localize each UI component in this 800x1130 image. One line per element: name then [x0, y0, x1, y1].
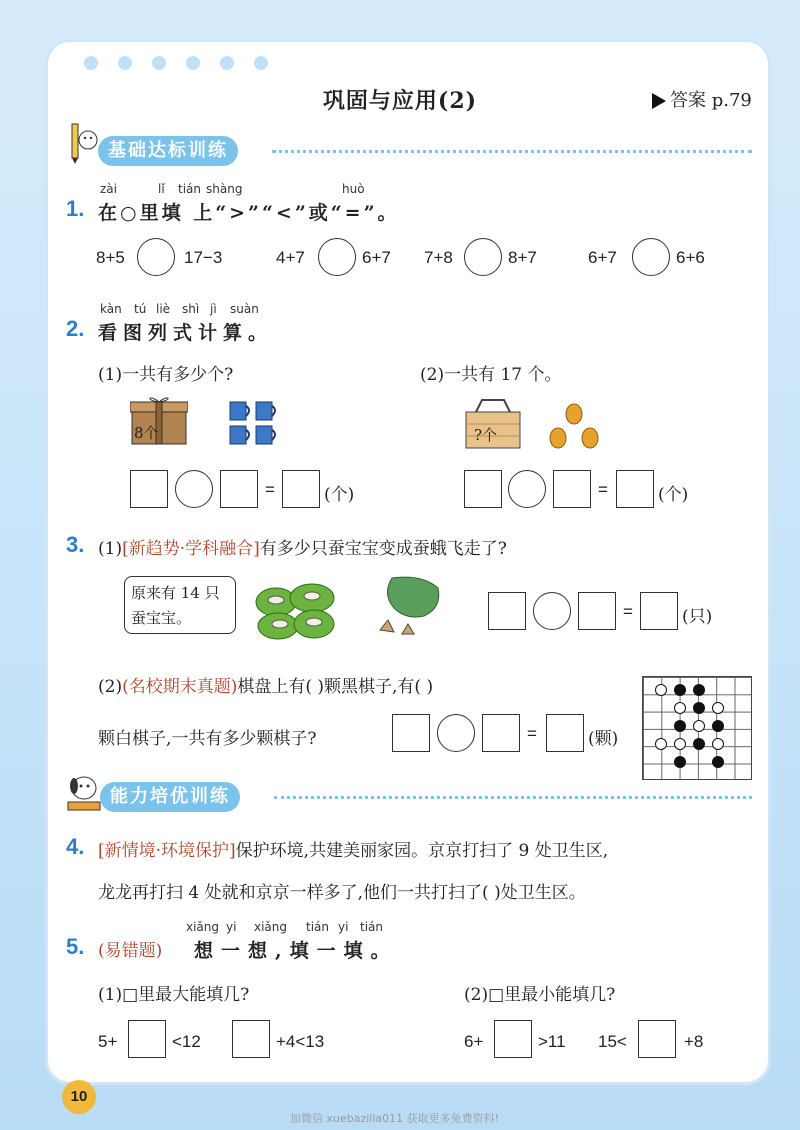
- box-label: 8个: [134, 424, 159, 442]
- pinyin: tián: [178, 182, 201, 196]
- white-stone: [655, 684, 667, 696]
- unit-label: (个): [658, 485, 689, 505]
- answer-box[interactable]: [232, 1020, 270, 1058]
- white-stone: [674, 702, 686, 714]
- question-text: 想一想,填一填。: [194, 940, 398, 962]
- unit-label: (只): [682, 607, 713, 627]
- section-basic-banner: 基础达标训练: [98, 136, 238, 166]
- equals-sign: =: [265, 480, 275, 499]
- subquestion-1: (1)[新趋势·学科融合]有多少只蚕宝宝变成蚕蛾飞走了?: [98, 539, 507, 559]
- pinyin: xiǎng: [254, 920, 288, 934]
- equals-sign: =: [598, 480, 608, 499]
- pinyin: tián: [360, 920, 383, 934]
- pears-image: [548, 398, 602, 450]
- question-text: 看图列式计算。: [98, 322, 274, 344]
- expression-right: 6+7: [362, 248, 391, 267]
- answer-box[interactable]: [546, 714, 584, 752]
- question-number: 2.: [66, 316, 85, 341]
- subquestion-1: (1)□里最大能填几?: [98, 985, 250, 1005]
- answer-box[interactable]: [638, 1020, 676, 1058]
- answer-box[interactable]: [392, 714, 430, 752]
- question-text-line-1: [新情境·环境保护]保护环境,共建美丽家园。京京打扫了 9 处卫生区,: [98, 841, 609, 861]
- arrow-right-icon: [652, 93, 666, 109]
- binder-hole: [152, 56, 166, 70]
- pinyin: lǐ: [158, 182, 165, 196]
- subquestion-2: (2)□里最小能填几?: [464, 985, 616, 1005]
- answer-box[interactable]: [553, 470, 591, 508]
- pinyin: shì: [182, 302, 200, 316]
- pinyin: yi: [338, 920, 349, 934]
- answer-box[interactable]: [220, 470, 258, 508]
- question-tag: [新趋势·学科融合]: [122, 539, 260, 559]
- compare-circle[interactable]: [318, 238, 356, 276]
- silkworms-on-leaves-image: [254, 580, 336, 642]
- pinyin: huò: [342, 182, 365, 196]
- answer-box[interactable]: [282, 470, 320, 508]
- expression-right: 6+6: [676, 248, 705, 267]
- expression-left: 7+8: [424, 248, 453, 267]
- white-stone: [712, 738, 724, 750]
- answer-reference: 答案 p.79: [652, 86, 752, 112]
- question-number: 4.: [66, 834, 85, 859]
- answer-box[interactable]: [128, 1020, 166, 1058]
- black-stone: [712, 720, 724, 732]
- answer-box[interactable]: [494, 1020, 532, 1058]
- expression-part: <12: [172, 1032, 201, 1051]
- section-divider: [274, 796, 752, 799]
- answer-box[interactable]: [640, 592, 678, 630]
- black-stone: [693, 738, 705, 750]
- pinyin: tián: [306, 920, 329, 934]
- operator-circle[interactable]: [437, 714, 475, 752]
- question-tag: [新情境·环境保护]: [98, 841, 236, 861]
- binder-hole: [118, 56, 132, 70]
- section-divider: [272, 150, 752, 153]
- pinyin: jì: [210, 302, 217, 316]
- expression-right: 17−3: [184, 248, 223, 267]
- black-stone: [693, 702, 705, 714]
- moths-and-leaf-image: [372, 574, 444, 644]
- question-text-line-2: 龙龙再打扫 4 处就和京京一样多了,他们一共打扫了( )处卫生区。: [98, 883, 586, 903]
- white-stone: [674, 738, 686, 750]
- pinyin: yi: [226, 920, 237, 934]
- unit-label: (颗): [588, 729, 619, 749]
- subquestion-1: (1)一共有多少个?: [98, 365, 234, 385]
- pinyin: xiǎng: [186, 920, 220, 934]
- pinyin: zài: [100, 182, 117, 196]
- basket-label: ?个: [474, 426, 498, 444]
- pencil-mascot-icon: [68, 120, 98, 164]
- speech-bubble: 原来有 14 只 蚕宝宝。: [124, 576, 236, 634]
- compare-circle[interactable]: [137, 238, 175, 276]
- subquestion-2: (2)一共有 17 个。: [420, 365, 562, 385]
- operator-circle[interactable]: [175, 470, 213, 508]
- pinyin: suàn: [230, 302, 259, 316]
- question-number: 3.: [66, 532, 85, 557]
- answer-box[interactable]: [616, 470, 654, 508]
- page-number: 10: [62, 1080, 96, 1114]
- expression-left: 4+7: [276, 248, 305, 267]
- binder-hole: [220, 56, 234, 70]
- expression-part: +8: [684, 1032, 704, 1051]
- pinyin: shàng: [206, 182, 243, 196]
- operator-circle[interactable]: [533, 592, 571, 630]
- operator-circle[interactable]: [508, 470, 546, 508]
- black-stone: [712, 756, 724, 768]
- question-tag: (名校期末真题): [122, 677, 238, 697]
- black-stone: [674, 684, 686, 696]
- equals-sign: =: [527, 724, 537, 743]
- answer-box[interactable]: [488, 592, 526, 630]
- pinyin: kàn: [100, 302, 122, 316]
- cups-image: [228, 400, 280, 448]
- answer-box[interactable]: [482, 714, 520, 752]
- white-stone: [655, 738, 667, 750]
- answer-box[interactable]: [578, 592, 616, 630]
- question-text: 在○里填 上“>”“<”或“=”。: [98, 202, 400, 224]
- expression-part: +4<13: [276, 1032, 325, 1051]
- answer-box[interactable]: [130, 470, 168, 508]
- footer-note: 加微信 xuebazilia011 获取更多免费资料!: [290, 1112, 500, 1125]
- expression-left: 6+7: [588, 248, 617, 267]
- subquestion-2: (2)(名校期末真题)棋盘上有( )颗黑棋子,有( ): [98, 677, 434, 697]
- binder-hole: [254, 56, 268, 70]
- question-tag: (易错题): [98, 941, 163, 961]
- expression-part: >11: [538, 1032, 566, 1051]
- black-stone: [674, 720, 686, 732]
- expression-left: 8+5: [96, 248, 125, 267]
- unit-label: (个): [324, 485, 355, 505]
- question-number: 1.: [66, 196, 85, 221]
- expression-part: 6+: [464, 1032, 484, 1051]
- binder-hole: [84, 56, 98, 70]
- page-title: 巩固与应用(2): [322, 88, 478, 114]
- compare-circle[interactable]: [632, 238, 670, 276]
- white-stone: [693, 720, 705, 732]
- black-stone: [693, 684, 705, 696]
- pinyin: liè: [156, 302, 171, 316]
- expression-part: 15<: [598, 1032, 627, 1051]
- black-stone: [674, 756, 686, 768]
- subquestion-2-continued: 颗白棋子,一共有多少颗棋子?: [98, 729, 317, 749]
- expression-part: 5+: [98, 1032, 118, 1051]
- pinyin: tú: [134, 302, 147, 316]
- expression-right: 8+7: [508, 248, 537, 267]
- compare-circle[interactable]: [464, 238, 502, 276]
- white-stone: [712, 702, 724, 714]
- puppy-mascot-icon: [66, 774, 102, 814]
- answer-box[interactable]: [464, 470, 502, 508]
- question-number: 5.: [66, 934, 85, 959]
- equals-sign: =: [623, 602, 633, 621]
- binder-hole: [186, 56, 200, 70]
- section-advanced-banner: 能力培优训练: [100, 782, 240, 812]
